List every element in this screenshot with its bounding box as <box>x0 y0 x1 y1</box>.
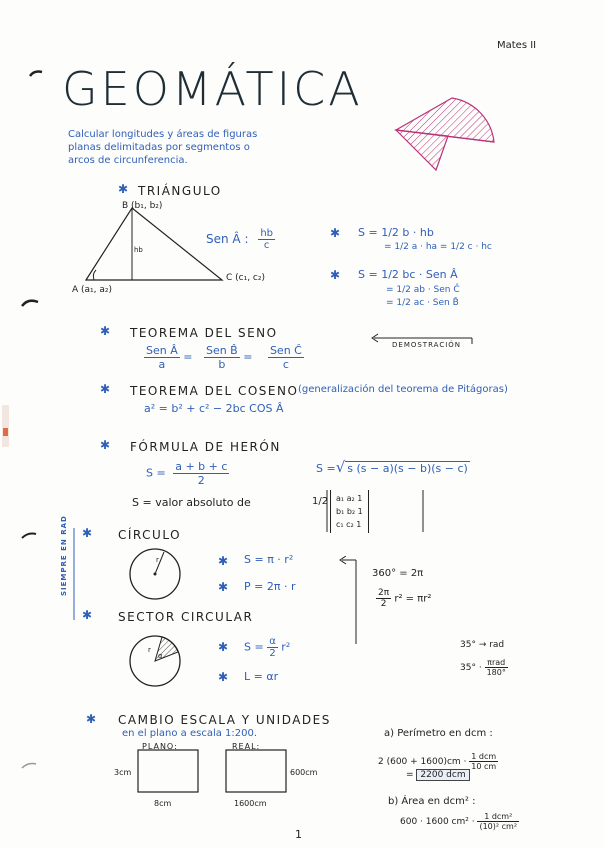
binder-mark-1 <box>30 72 42 77</box>
cosine-note: (generalización del teorema de Pitágoras) <box>298 384 508 395</box>
ratio-den: 2 <box>380 599 387 609</box>
perimeter-label: a) Perímetro en dcm : <box>384 728 493 739</box>
bullet-icon: ✱ <box>218 580 229 594</box>
section-triangulo: TRIÁNGULO <box>138 184 222 198</box>
real-height: 600cm <box>290 768 318 777</box>
vertex-c-label: C (c₁, c₂) <box>226 273 266 283</box>
perim-den: 10 cm <box>471 762 497 771</box>
bullet-icon: ✱ <box>82 608 93 622</box>
section-sector: SECTOR CIRCULAR <box>118 610 254 624</box>
area-num: 1 dcm² <box>477 812 519 822</box>
bullet-icon: ✱ <box>218 670 229 684</box>
conv-left: 35° · <box>460 663 482 673</box>
plano-width: 8cm <box>154 799 172 808</box>
sector-s-label: S = <box>244 640 264 654</box>
heron-s-label: S = <box>146 466 166 480</box>
course-label: Mates II <box>497 40 537 51</box>
determinant-coef: 1/2 <box>312 496 329 507</box>
scale-text: en el plano a escala 1:200. <box>122 728 258 739</box>
sector-area <box>244 636 290 659</box>
ratio-rest: r² = πr² <box>394 593 432 605</box>
bracket-arrow <box>336 556 362 648</box>
perimeter-result-box: 2200 dcm <box>416 769 469 781</box>
plano-height: 3cm <box>114 768 132 777</box>
radius-label: r <box>156 556 159 564</box>
perim-calc-text: 2 (600 + 1600)cm · <box>378 757 467 767</box>
full-angle: 360° = 2π <box>372 568 424 579</box>
area-den: (10)² cm² <box>479 822 518 831</box>
bullet-icon: ✱ <box>218 640 229 654</box>
sector-length: L = αr <box>244 670 279 683</box>
sector-a-den: 2 <box>269 648 276 659</box>
sin-a-num: hb <box>260 228 274 239</box>
page-title: GEOMÁTICA <box>62 62 363 116</box>
sin-a-den: c <box>263 240 270 251</box>
page-number: 1 <box>295 828 302 841</box>
real-label: REAL: <box>232 742 261 751</box>
intro-line-1: Calcular longitudes y áreas de figuras <box>68 129 258 140</box>
intro-line-3: arcos de circunferencia. <box>68 155 188 166</box>
bullet-icon: ✱ <box>82 526 93 540</box>
sector-a-num: α <box>269 636 276 647</box>
side-bracket <box>66 526 76 622</box>
matrix-row-1: a₁ a₂ 1 <box>336 494 363 503</box>
binder-mark-2 <box>22 301 38 306</box>
area-formula-2c: = 1/2 ac · Sen B̂ <box>386 298 459 308</box>
sin-a-formula <box>206 228 275 251</box>
sector-ratio <box>376 588 431 609</box>
sine-den-c: c <box>282 358 289 371</box>
determinant-text: S = valor absoluto de <box>132 496 251 509</box>
intro-line-2: planas delimitadas por segmentos o <box>68 142 250 153</box>
area-calc <box>400 812 519 831</box>
perim-num: 1 dcm <box>469 752 498 762</box>
real-width: 1600cm <box>234 799 267 808</box>
heron-s-num: a + b + c <box>175 460 228 473</box>
ratio-num: 2π <box>378 588 390 598</box>
deg-conversion <box>460 658 508 677</box>
area-formula-2b: = 1/2 ab · Sen Ĉ <box>386 285 460 295</box>
conv-num: πrad <box>485 658 508 668</box>
sine-law <box>144 344 304 371</box>
section-heron: FÓRMULA DE HERÓN <box>130 440 281 454</box>
heron-s-formula <box>146 460 229 487</box>
area-label: b) Área en dcm² : <box>388 796 476 807</box>
binder-mark-4 <box>22 764 36 769</box>
bullet-icon: ✱ <box>100 382 111 396</box>
sector-alpha-label: α <box>158 652 163 660</box>
area-formula-1b: = 1/2 a · ha = 1/2 c · hc <box>384 242 492 252</box>
cosine-formula: a² = b² + c² − 2bc COS Â <box>144 402 284 415</box>
section-circulo: CÍRCULO <box>118 528 182 542</box>
perimeter-result <box>406 770 470 780</box>
vertex-a-label: A (a₁, a₂) <box>72 285 113 295</box>
bullet-icon: ✱ <box>100 438 111 452</box>
sector-a-rest: r² <box>281 640 291 654</box>
sine-eq-2: = <box>243 350 253 364</box>
sine-den-a: a <box>158 358 166 371</box>
area-formula-1: S = 1/2 b · hb <box>358 226 434 239</box>
circle-diagram <box>126 546 184 602</box>
conv-den: 180° <box>486 668 506 677</box>
page-tab-mark <box>2 405 9 447</box>
bullet-icon: ✱ <box>118 182 129 196</box>
height-label: hb <box>134 246 143 254</box>
matrix-row-3: c₁ c₂ 1 <box>336 520 362 529</box>
heron-s-den: 2 <box>197 474 205 487</box>
side-note: SIEMPRE EN RAD <box>60 515 68 596</box>
sine-num-c: Sen Ĉ <box>269 344 302 357</box>
sin-a-label: Sen Â : <box>206 232 249 246</box>
bullet-icon: ✱ <box>86 712 97 726</box>
heron-area-formula: S =√ s (s − a)(s − b)(s − c) <box>316 458 468 476</box>
bullet-icon: ✱ <box>330 226 341 240</box>
demostracion-label: DEMOSTRACIÓN <box>392 341 462 349</box>
perim-eq: = <box>406 770 414 780</box>
page-tab-dot <box>3 428 8 436</box>
heron-area-s-label: S = <box>316 462 336 475</box>
sine-num-b: Sen B̂ <box>205 344 238 357</box>
bullet-icon: ✱ <box>218 554 229 568</box>
area-formula-2: S = 1/2 bc · Sen Â <box>358 268 458 281</box>
sector-diagram <box>126 632 184 690</box>
matrix-outer-bars <box>326 488 426 534</box>
bullet-icon: ✱ <box>100 324 111 338</box>
sine-den-b: b <box>218 358 226 371</box>
section-seno: TEOREMA DEL SENO <box>130 326 278 340</box>
sector-illustration <box>392 92 502 174</box>
binder-mark-3 <box>22 534 36 539</box>
section-escala: CAMBIO ESCALA Y UNIDADES <box>118 713 331 727</box>
area-calc-text: 600 · 1600 cm² · <box>400 817 475 827</box>
deg-to-rad: 35° → rad <box>460 640 505 650</box>
vertex-b-label: B (b₁, b₂) <box>122 201 163 211</box>
matrix-row-2: b₁ b₂ 1 <box>336 507 363 516</box>
bullet-icon: ✱ <box>330 268 341 282</box>
sine-eq-1: = <box>183 350 193 364</box>
circle-area: S = π · r² <box>244 553 294 566</box>
plano-label: PLANO: <box>142 742 178 751</box>
section-coseno: TEOREMA DEL COSENO <box>130 384 299 398</box>
heron-radicand: s (s − a)(s − b)(s − c) <box>347 462 468 475</box>
sine-num-a: Sen Â <box>146 344 178 357</box>
sector-r-label: r <box>148 646 151 654</box>
intro-text <box>68 128 257 167</box>
circle-perimeter: P = 2π · r <box>244 580 296 593</box>
